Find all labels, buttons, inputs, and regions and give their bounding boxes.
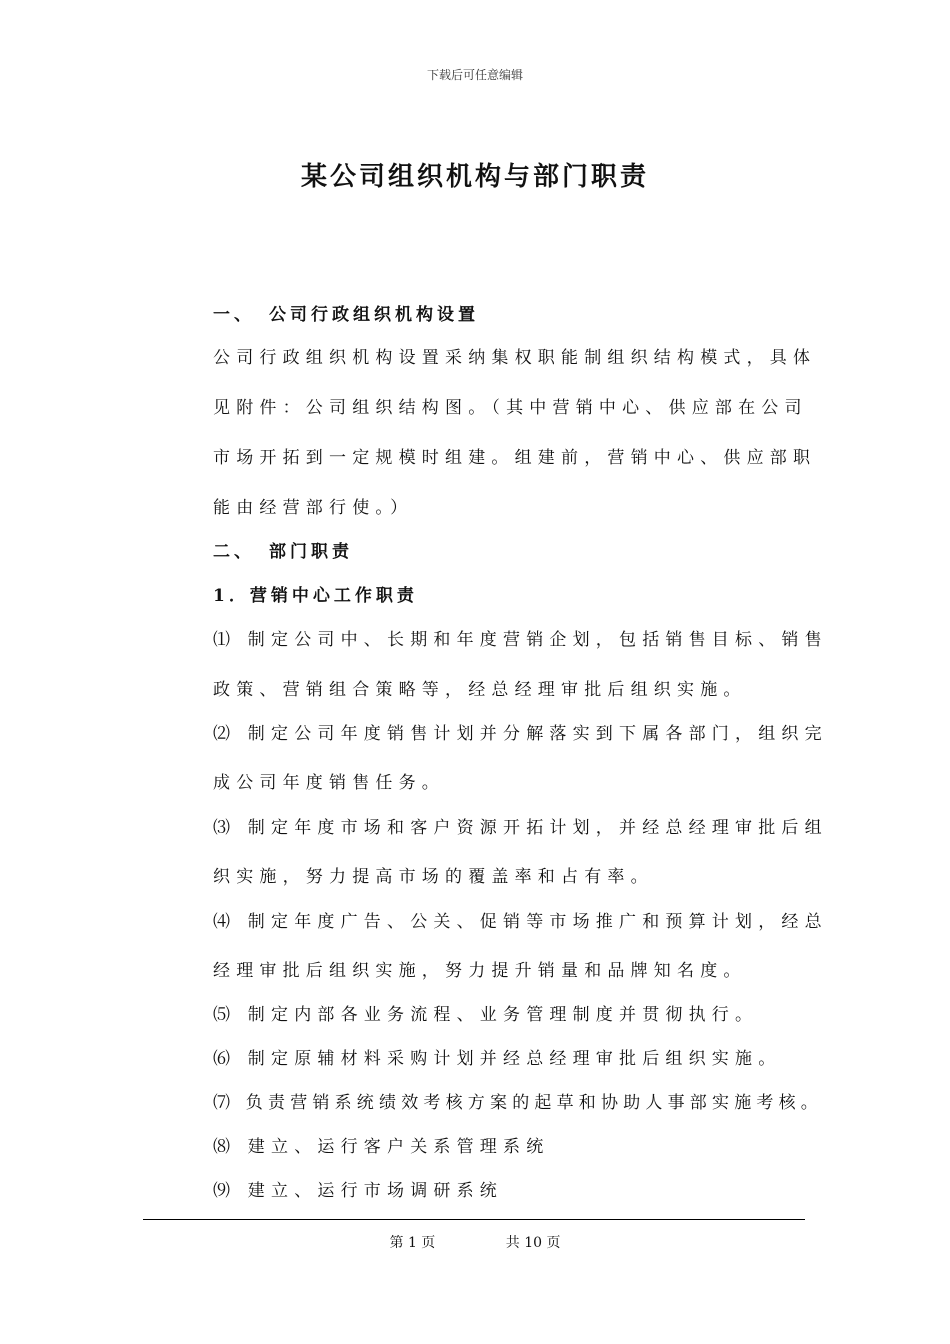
- page-footer: [0, 1232, 950, 1252]
- paragraph-line: 能由经营部行使。）: [213, 498, 414, 518]
- list-item: ⑵ 制定公司年度销售计划并分解落实到下属各部门，组织完: [213, 724, 828, 744]
- section-number: 一、: [213, 305, 255, 325]
- section-title: 公司行政组织机构设置: [269, 305, 479, 325]
- list-item: ⑺ 负责营销系统绩效考核方案的起草和协助人事部实施考核。: [213, 1093, 824, 1113]
- footer-divider: [143, 1219, 805, 1220]
- list-item: ⑶ 制定年度市场和客户资源开拓计划，并经总经理审批后组: [213, 818, 828, 838]
- paragraph-line: 见附件：公司组织结构图。（其中营销中心、供应部在公司: [213, 398, 808, 418]
- paragraph-line: 市场开拓到一定规模时组建。组建前，营销中心、供应部职: [213, 448, 817, 468]
- list-item: 政策、营销组合策略等，经总经理审批后组织实施。: [213, 680, 747, 700]
- section-number: 二、: [213, 542, 255, 562]
- list-item: 成公司年度销售任务。: [213, 773, 445, 793]
- section-heading-2: [213, 540, 353, 564]
- list-item: 经理审批后组织实施，努力提升销量和品牌知名度。: [213, 961, 747, 981]
- section-heading-1: [213, 303, 479, 327]
- document-title: 某公司组织机构与部门职责: [300, 162, 649, 192]
- list-item: ⑷ 制定年度广告、公关、促销等市场推广和预算计划，经总: [213, 912, 828, 932]
- list-item: ⑼ 建立、运行市场调研系统: [213, 1181, 504, 1201]
- list-item: ⑴ 制定公司中、长期和年度营销企划，包括销售目标、销售: [213, 630, 828, 650]
- subsection-heading: 1．营销中心工作职责: [213, 586, 418, 606]
- list-item: ⑻ 建立、运行客户关系管理系统: [213, 1137, 550, 1157]
- page-total: 共 10 页: [505, 1235, 561, 1251]
- page-number: 第 1 页: [389, 1235, 436, 1251]
- header-note: 下载后可任意编辑: [426, 68, 523, 82]
- section-title: 部门职责: [269, 542, 353, 562]
- list-item: ⑸ 制定内部各业务流程、业务管理制度并贯彻执行。: [213, 1005, 759, 1025]
- list-item: ⑹ 制定原辅材料采购计划并经总经理审批后组织实施。: [213, 1049, 782, 1069]
- list-item: 织实施，努力提高市场的覆盖率和占有率。: [213, 867, 654, 887]
- paragraph-line: 公司行政组织机构设置采纳集权职能制组织结构模式，具体: [213, 348, 817, 368]
